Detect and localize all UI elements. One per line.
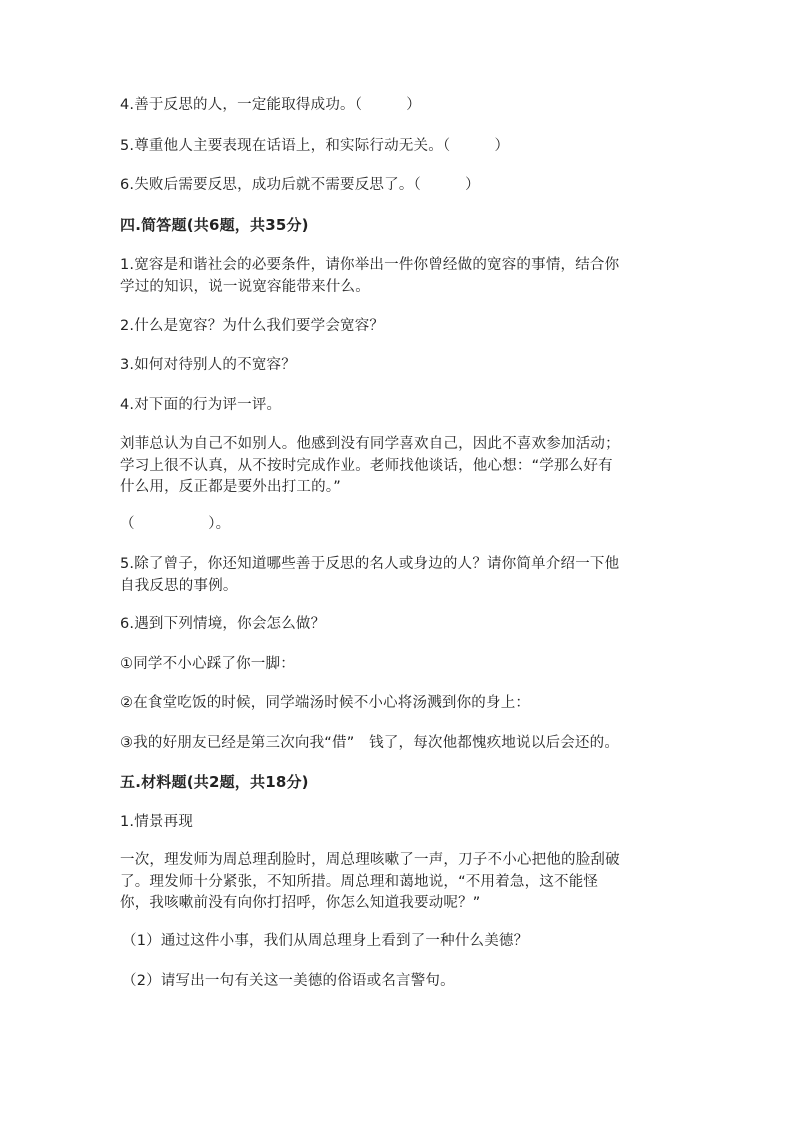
short-answer-6: 6.遇到下列情境，你会怎么做？: [120, 616, 326, 632]
short-answer-4-text-line-1: 刘菲总认为自己不如别人。他感到没有同学喜欢自己，因此不喜欢参加活动；: [120, 436, 620, 452]
section-5-title: 五.材料题(共2题，共18分): [120, 773, 309, 791]
material-subquestion-1: （1）通过这件小事，我们从周总理身上看到了一种什么美德？: [122, 933, 529, 949]
material-text-line-2: 了。理发师十分紧张，不知所措。周总理和蔼地说，“不用着急，这不能怪: [120, 874, 599, 890]
short-answer-1-line-1: 1.宽容是和谐社会的必要条件，请你举出一件你曾经做的宽容的事情，结合你: [120, 257, 620, 273]
short-answer-3: 3.如何对待别人的不宽容？: [120, 357, 296, 373]
short-answer-2: 2.什么是宽容？为什么我们要学会宽容？: [120, 318, 385, 334]
material-text-line-1: 一次，理发师为周总理刮脸时，周总理咳嗽了一声，刀子不小心把他的脸刮破: [120, 852, 620, 868]
judgement-question-4: 4.善于反思的人，一定能取得成功。（ ）: [120, 97, 421, 113]
material-question-1: 1.情景再现: [120, 814, 194, 830]
short-answer-4-text-line-2: 学习上很不认真，从不按时完成作业。老师找他谈话，他心想：“学那么好有: [120, 458, 613, 474]
short-answer-4-text-line-3: 什么用，反正都是要外出打工的。”: [120, 479, 341, 495]
short-answer-6-situation-a: ①同学不小心踩了你一脚：: [120, 656, 295, 672]
judgement-question-5: 5.尊重他人主要表现在话语上，和实际行动无关。（ ）: [120, 138, 510, 154]
short-answer-6-situation-b: ②在食堂吃饭的时候，同学端汤时候不小心将汤溅到你的身上：: [120, 695, 531, 711]
short-answer-4-blank: （ ）。: [120, 516, 231, 532]
material-subquestion-2: （2）请写出一句有关这一美德的俗语或名言警句。: [122, 973, 455, 989]
judgement-question-6: 6.失败后需要反思，成功后就不需要反思了。（ ）: [120, 177, 480, 193]
material-text-line-3: 你，我咳嗽前没有向你打招呼，你怎么知道我要动呢？”: [120, 895, 481, 911]
short-answer-6-situation-c: ③我的好朋友已经是第三次向我“借” 钱了，每次他都愧疚地说以后会还的。: [120, 735, 620, 751]
short-answer-5-line-1: 5.除了曾子，你还知道哪些善于反思的名人或身边的人？请你简单介绍一下他: [120, 556, 620, 572]
short-answer-4: 4.对下面的行为评一评。: [120, 397, 282, 413]
short-answer-1-line-2: 学过的知识，说一说宽容能带来什么。: [120, 279, 370, 295]
section-4-title: 四.简答题(共6题，共35分): [120, 216, 309, 234]
short-answer-5-line-2: 自我反思的事例。: [120, 578, 238, 594]
